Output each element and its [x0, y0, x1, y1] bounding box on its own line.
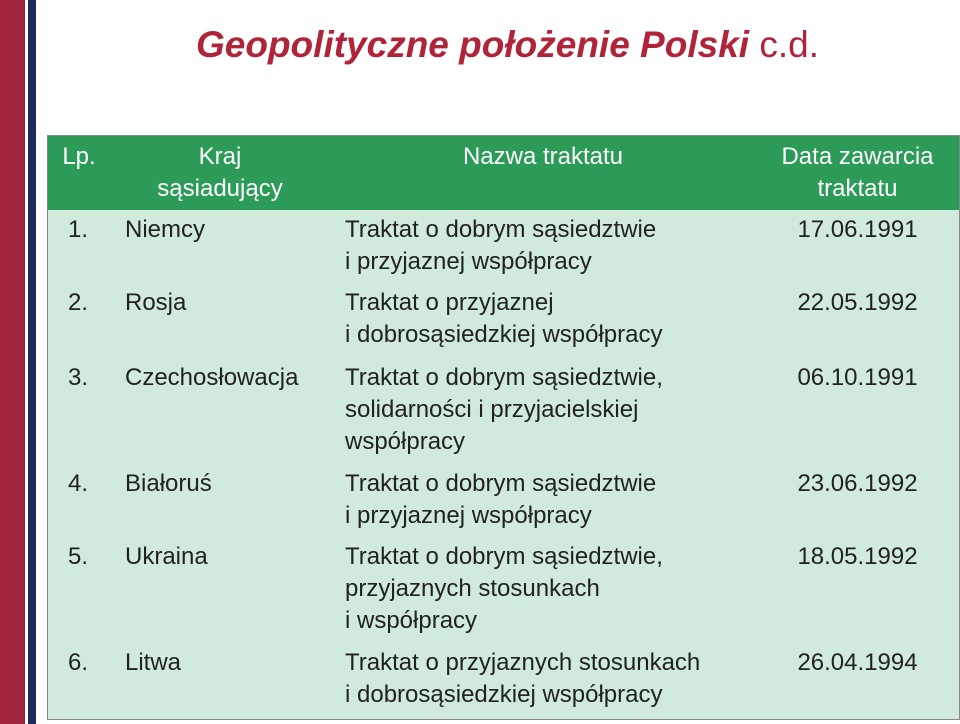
- row-1-country: Niemcy: [125, 216, 206, 243]
- row-3-treaty: Traktat o dobrym sąsiedztwie, solidarności i przyjacielskiej współpracy: [345, 364, 663, 455]
- row-2-country: Rosja: [125, 289, 187, 316]
- row-5-treaty: Traktat o dobrym sąsiedztwie, przyjaznych stosunkach i współpracy: [345, 543, 663, 634]
- row-1-treaty: Traktat o dobrym sąsiedztwie i przyjaznej współpracy: [345, 216, 657, 275]
- row-2-lp: 2.: [68, 289, 89, 316]
- row-6-date: 26.04.1994: [797, 649, 918, 676]
- page-title: [196, 24, 819, 66]
- left-accent-bar-red: [0, 0, 25, 724]
- row-3-country: Czechosłowacja: [125, 364, 299, 391]
- row-5-date: 18.05.1992: [797, 543, 918, 570]
- header-date: Data zawarcia traktatu: [781, 143, 934, 202]
- page-title-main: Geopolityczne położenie Polski: [196, 24, 750, 65]
- left-accent-bar-navy: [28, 0, 36, 724]
- treaties-table: [47, 135, 960, 720]
- row-2-date: 22.05.1992: [797, 289, 918, 316]
- row-4-lp: 4.: [68, 470, 89, 497]
- header-lp: Lp.: [62, 143, 96, 170]
- row-2-treaty: Traktat o przyjaznej i dobrosąsiedzkiej współpracy: [345, 289, 663, 348]
- row-5-lp: 5.: [68, 543, 89, 570]
- row-3-lp: 3.: [68, 364, 89, 391]
- row-6-treaty: Traktat o przyjaznych stosunkach i dobrosąsiedzkiej współpracy: [345, 649, 701, 708]
- row-4-treaty: Traktat o dobrym sąsiedztwie i przyjaznej współpracy: [345, 470, 657, 529]
- row-3-date: 06.10.1991: [797, 364, 918, 391]
- header-treaty: Nazwa traktatu: [462, 143, 624, 170]
- row-1-lp: 1.: [68, 216, 89, 243]
- row-6-lp: 6.: [68, 649, 89, 676]
- row-4-country: Białoruś: [125, 470, 212, 497]
- page-title-suffix: c.d.: [759, 24, 819, 65]
- row-4-date: 23.06.1992: [797, 470, 918, 497]
- header-country: Kraj sąsiadujący: [157, 143, 283, 202]
- row-1-date: 17.06.1991: [797, 216, 918, 243]
- row-6-country: Litwa: [125, 649, 182, 676]
- row-5-country: Ukraina: [125, 543, 208, 570]
